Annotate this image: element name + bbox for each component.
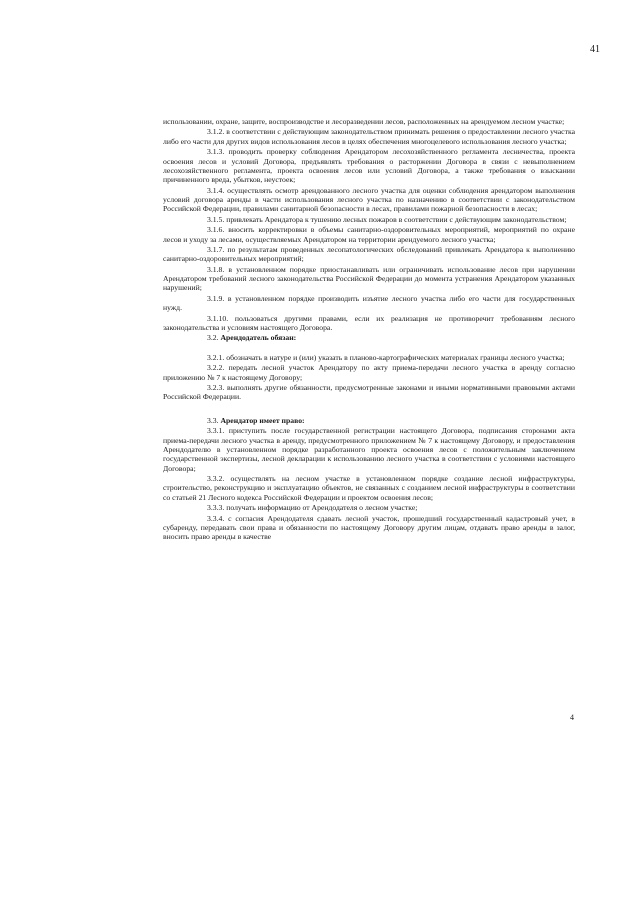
- paragraph-3-1-10: 3.1.10. пользоваться другими правами, если их реализация не противоречит требованиям лесного законодательства и условиям настоящего Договора.: [163, 313, 575, 332]
- paragraph-3-1-8: 3.1.8. в установленном порядке приостанавливать или ограничивать использование лесов при нарушении Арендатором требований лесного законодательства Российской Федерации до момента устранения Арендатором указанных нарушений;: [163, 264, 575, 293]
- paragraph-3-2-1: 3.2.1. обозначать в натуре и (или) указать в планово-картографических материалах границы лесного участка;: [207, 352, 565, 362]
- paragraph-3-1-3: 3.1.3. проводить проверку соблюдения Арендатором лесохозяйственного регламента лесничества, проекта освоения лесов и условий Договора, предъявлять требования о расторжении Договора в связи с невыполнением лесохозяйственного регламента, проекта освоения лесов или условий Договора, а также требования о взыскании причиненного вреда, убытков, неустоек;: [163, 147, 575, 185]
- section-number: 3.3.: [207, 415, 219, 425]
- paragraph-3-2-2: 3.2.2. передать лесной участок Арендатору по акту приема-передачи лесного участка в аренду согласно приложению № 7 к настоящему Договору;: [163, 363, 575, 382]
- section-heading-3-3: [163, 416, 575, 425]
- section-title: Арендодатель обязан:: [220, 333, 297, 343]
- paragraph-3-3-4: 3.3.4. с согласия Арендодателя сдавать лесной участок, прошедший государственный кадастровый учет, в субаренду, передавать свои права и обязанности по настоящему Договору другим лицам, отдавать право аренды в залог, вносить право аренды в качестве: [163, 513, 575, 542]
- section-heading-3-2: [163, 333, 575, 342]
- paragraph-3-3-1: 3.3.1. приступить после государственной регистрации настоящего Договора, подписания сторонами акта приема-передачи лесного участка в аренду, предусмотренного приложением № 7 к настоящему Договору, и предоставления Арендодателю в установленном порядке разработанного проекта освоения лесов с положительным заключением государственной экспертизы, лесной декларации к использованию лесного участка в соответствии с условиями настоящего Договора;: [163, 426, 575, 473]
- section-number: 3.2.: [207, 333, 219, 343]
- paragraph-3-1-9: 3.1.9. в установленном порядке производить изъятие лесного участка либо его части для государственных нужд.: [163, 293, 575, 313]
- paragraph-3-1-2: 3.1.2. в соответствии с действующим законодательством принимать решения о предоставлении лесного участка либо его части для других видов использования лесов в целях обеспечения многоцелевого использования лесного участка;: [163, 127, 575, 146]
- paragraph-3-3-3: 3.3.3. получать информацию от Арендодателя о лесном участке;: [207, 503, 418, 513]
- page-number-top: 41: [590, 44, 600, 55]
- paragraph-3-1-5: 3.1.5. привлекать Арендатора к тушению лесных пожаров в соответствии с действующим законодательством;: [207, 214, 567, 224]
- document-body: [163, 117, 575, 543]
- section-title: Арендатор имеет право:: [220, 415, 305, 425]
- paragraph-3-2-3: 3.2.3. выполнять другие обязанности, предусмотренные законами и иными нормативными правовыми актами Российской Федерации.: [163, 383, 575, 402]
- paragraph-3-1-4: 3.1.4. осуществлять осмотр арендованного лесного участка для оценки соблюдения арендатором выполнения условий договора аренды в части использования лесного участка по назначению в соответствии с законодательством Российской Федерации, правилами санитарной безопасности в лесах, правилами пожарной безопасности в лесах;: [163, 185, 575, 214]
- page-number-bottom: 4: [570, 713, 574, 722]
- paragraph-continuation: использовании, охране, защите, воспроизводстве и лесоразведении лесов, расположенных на арендуемом лесном участке;: [163, 117, 565, 126]
- paragraph-3-1-6: 3.1.6. вносить корректировки в объемы санитарно-оздоровительных мероприятий, мероприятий по охране лесов и уходу за лесами, осуществляемых Арендатором на территории арендуемого лесного участка;: [163, 225, 575, 244]
- paragraph-3-1-7: 3.1.7. по результатам проведенных лесопатологических обследований привлекать Арендатора к выполнению санитарно-оздоровительных мероприятий;: [163, 244, 575, 264]
- paragraph-3-3-2: 3.3.2. осуществлять на лесном участке в установленном порядке создание лесной инфраструктуры, строительство, реконструкцию и эксплуатацию объектов, не связанных с созданием лесной инфраструктуры в соответствии со статьей 21 Лесного кодекса Российской Федерации и проектом освоения лесов;: [163, 474, 575, 502]
